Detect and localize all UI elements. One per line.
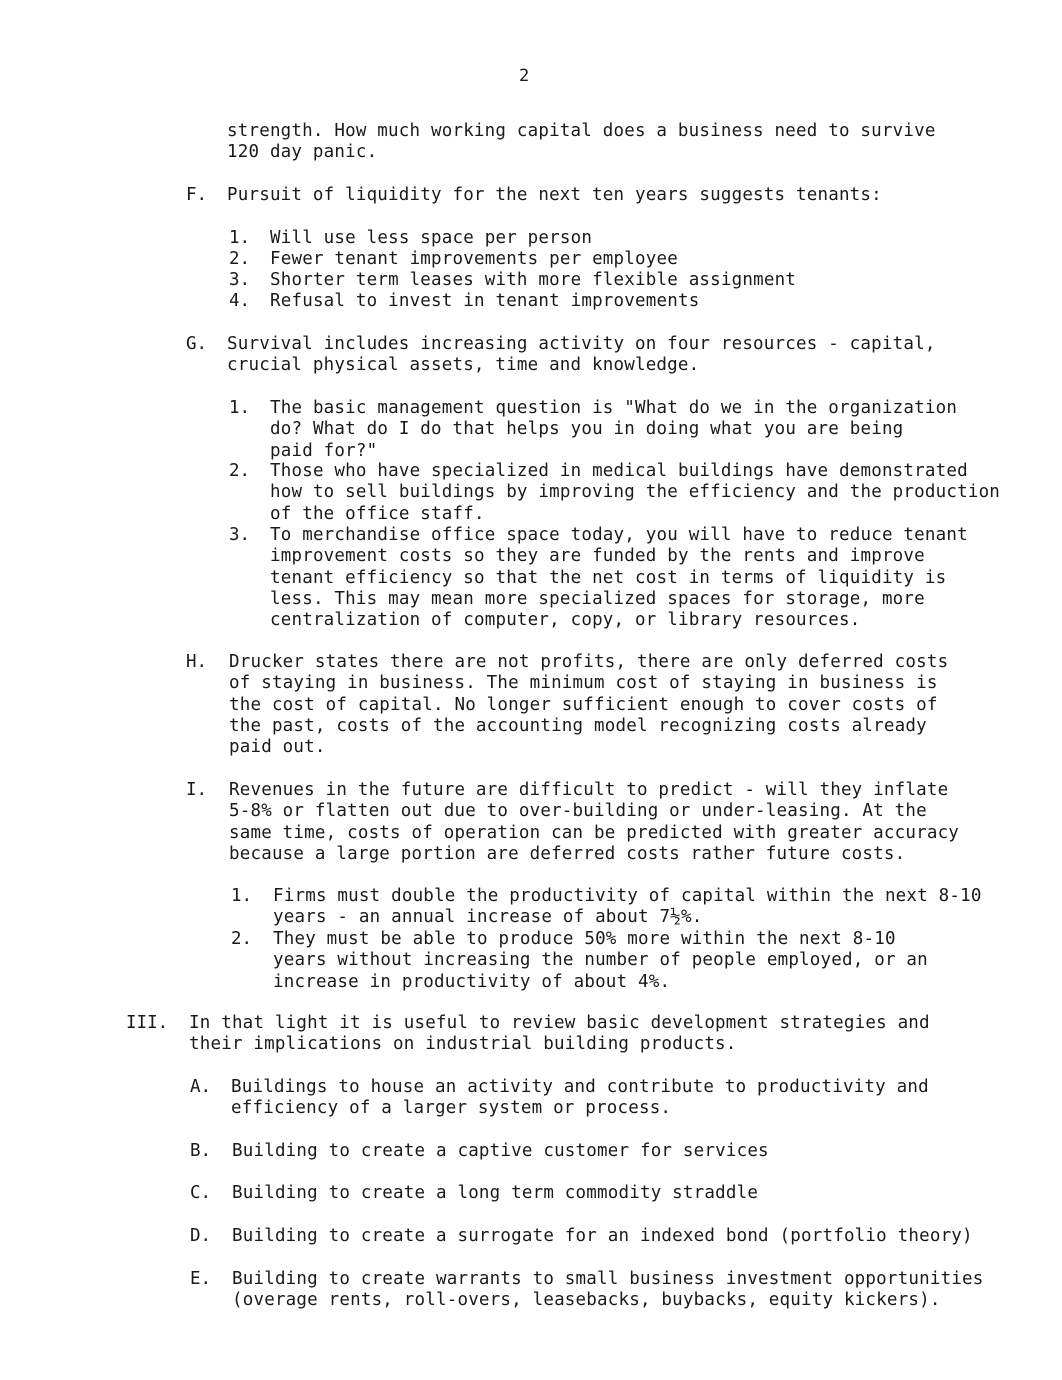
text-line: 120 day panic. [227,142,378,163]
text-line: Shorter term leases with more flexible assignment [270,270,797,290]
section-f-text [227,185,882,206]
text-line: Buildings to house an activity and contribute to productivity and [231,1077,929,1097]
text-line: because a large portion are deferred costs rather future costs. [229,843,906,864]
list-item [231,1077,929,1120]
section-label-f: F. [186,185,208,205]
item-number: 2. [229,461,251,481]
text-line: Pursuit of liquidity for the next ten years suggests tenants: [227,185,882,205]
item-number: 2. [231,929,253,949]
text-line: crucial physical assets, time and knowledge. [227,355,700,376]
text-line: increase in productivity of about 4%. [273,971,671,992]
text-line: centralization of computer, copy, or library resources. [270,610,861,631]
section-label-g: G. [186,334,208,354]
item-number: 3. [229,270,251,290]
text-line: Those who have specialized in medical buildings have demonstrated [270,461,968,481]
text-line: Refusal to invest in tenant improvements [270,291,700,311]
text-line: Firms must double the productivity of capital within the next 8-10 [273,886,982,906]
text-line: efficiency of a larger system or process. [231,1098,672,1119]
continuation-paragraph [227,121,936,164]
item-number: 1. [229,398,251,418]
list-item [232,1141,769,1162]
text-line: how to sell buildings by improving the efficiency and the production [270,482,1001,503]
text-line: of staying in business. The minimum cost of staying in business is [229,673,938,694]
section-label-iii: III. [126,1013,169,1033]
text-line: Fewer tenant improvements per employee [270,249,678,269]
item-number: 2. [229,249,251,269]
list-item [270,291,699,312]
list-item [270,270,796,291]
text-line: Building to create a captive customer for services [232,1141,769,1161]
text-line: Survival includes increasing activity on four resources - capital, [227,334,936,354]
item-number: 1. [229,228,251,248]
item-letter: C. [190,1183,212,1203]
list-item [232,1183,758,1204]
text-line: their implications on industrial building products. [189,1034,737,1055]
list-item [270,461,1000,525]
text-line: years - an annual increase of about 7½%. [273,907,703,928]
text-line: paid out. [229,737,326,758]
list-item [270,228,592,249]
text-line: the cost of capital. No longer sufficient enough to cover costs of [229,694,938,715]
section-g-text [227,334,936,377]
text-line: 5-8% or flatten out due to over-building or under-leasing. At the [229,801,927,822]
text-line: improvement costs so they are funded by the rents and improve [270,546,925,567]
list-item [273,886,982,929]
text-line: Building to create a long term commodity straddle [232,1183,759,1203]
item-number: 4. [229,291,251,311]
section-h-text [229,652,948,758]
text-line: The basic management question is "What do we in the organization [270,398,958,418]
item-letter: B. [190,1141,212,1161]
text-line: same time, costs of operation can be predicted with greater accuracy [229,822,960,843]
item-letter: E. [190,1269,212,1289]
text-line: of the office staff. [270,503,485,524]
list-item [232,1269,984,1312]
text-line: Building to create a surrogate for an indexed bond (portfolio theory) [232,1226,973,1246]
section-label-i: I. [186,780,208,800]
text-line: Revenues in the future are difficult to predict - will they inflate [229,780,949,800]
page-number: 2 [519,66,530,86]
text-line: do? What do I do that helps you in doing what you are being [270,419,904,440]
list-item [270,398,957,462]
section-i-text [229,780,959,865]
section-iii-text [189,1013,930,1056]
text-line: (overage rents, roll-overs, leasebacks, buybacks, equity kickers). [232,1290,941,1311]
text-line: Will use less space per person [270,228,593,248]
list-item [273,929,928,993]
item-number: 3. [229,525,251,545]
text-line: Drucker states there are not profits, there are only deferred costs [229,652,949,672]
section-label-h: H. [186,652,208,672]
text-line: the past, costs of the accounting model recognizing costs already [229,715,927,736]
item-number: 1. [231,886,253,906]
text-line: They must be able to produce 50% more within the next 8-10 [273,929,896,949]
text-line: strength. How much working capital does a business need to survive [227,121,936,141]
list-item [270,525,968,631]
text-line: To merchandise office space today, you will have to reduce tenant [270,525,968,545]
text-line: In that light it is useful to review basic development strategies and [189,1013,930,1033]
list-item [270,249,678,270]
text-line: paid for?" [270,440,378,461]
text-line: less. This may mean more specialized spaces for storage, more [270,588,925,609]
text-line: tenant efficiency so that the net cost in terms of liquidity is [270,567,947,588]
text-line: years without increasing the number of people employed, or an [273,950,928,971]
text-line: Building to create warrants to small business investment opportunities [232,1269,984,1289]
item-letter: A. [190,1077,212,1097]
list-item [232,1226,973,1247]
item-letter: D. [190,1226,212,1246]
